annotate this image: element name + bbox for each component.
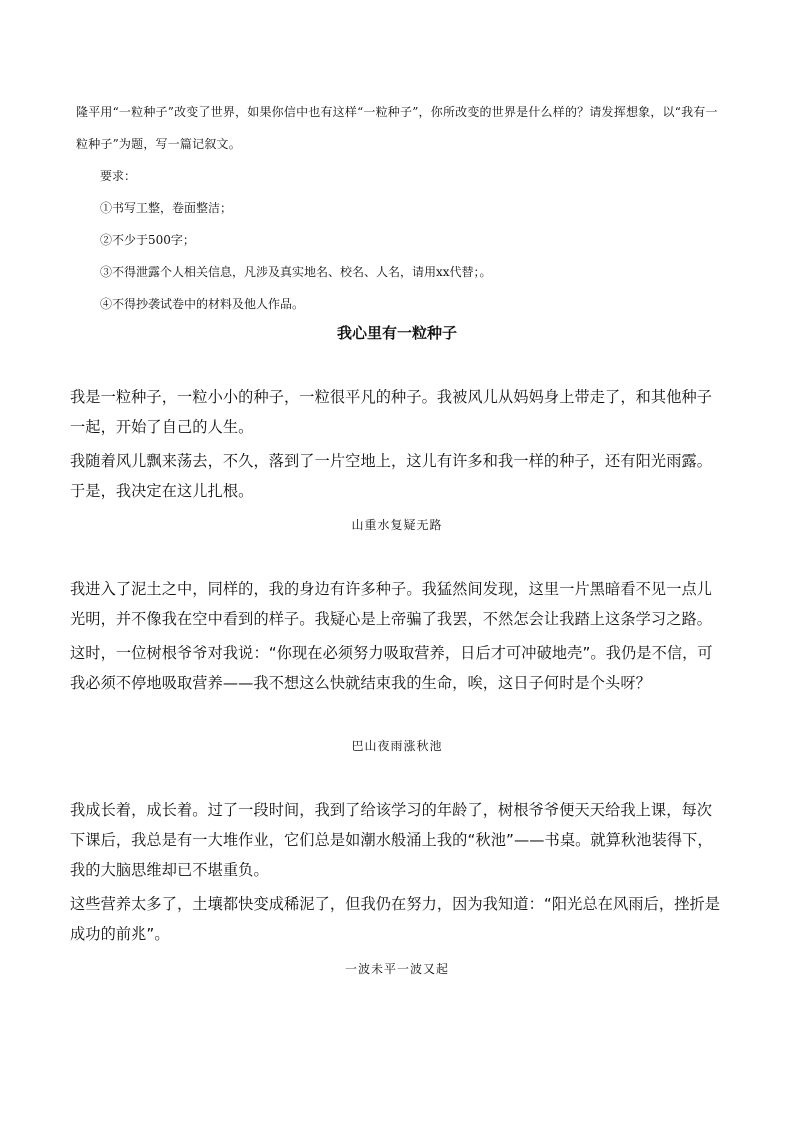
essay-paragraph: 这时，一位树根爷爷对我说：“你现在必须努力吸取营养，日后才可冲破地壳”。我仍是不信，可我必须不停地吸取营养——我不想这么快就结束我的生命，唉，这日子何时是个头呀？ [70, 644, 713, 692]
section-subheading: 山重水复疑无路 [351, 518, 443, 532]
essay-paragraph: 我进入了泥土之中，同样的，我的身边有许多种子。我猛然间发现，这里一片黑暗看不见一点儿光明，并不像我在空中看到的样子。我疑心是上帝骗了我罢，不然怎会让我踏上这条学习之路。 [70, 580, 713, 628]
prompt-intro: 隆平用“一粒种子”改变了世界，如果你信中也有这样“一粒种子”，你所改变的世界是什么样的？请发挥想象，以“我有一粒种子”为题，写一篇记叙文。 [76, 105, 718, 151]
essay-paragraph: 我随着风儿飘来荡去，不久，落到了一片空地上，这儿有许多和我一样的种子，还有阳光雨露。于是，我决定在这儿扎根。 [70, 452, 713, 500]
essay-paragraph: 我成长着，成长着。过了一段时间，我到了给该学习的年龄了，树根爷爷便天天给我上课，每次下课后，我总是有一大堆作业，它们总是如潮水般涌上我的“秋池”——书桌。就算秋池装得下，我的大脑思维却已不堪重负。 [70, 801, 713, 879]
essay-title: 我心里有一粒种子 [336, 324, 457, 342]
requirements-label: 要求： [100, 169, 137, 183]
essay-paragraph: 我是一粒种子，一粒小小的种子，一粒很平凡的种子。我被风儿从妈妈身上带走了，和其他种子一起，开始了自己的人生。 [70, 388, 713, 436]
section-subheading: 一波未平一波又起 [344, 962, 449, 976]
section-subheading: 巴山夜雨涨秋池 [351, 739, 443, 753]
requirement-item: ①书写工整，卷面整洁； [100, 201, 233, 215]
essay-paragraph: 这些营养太多了，土壤都快变成稀泥了，但我仍在努力，因为我知道：“阳光总在风雨后，挫折是成功的前兆”。 [70, 895, 721, 943]
requirement-item: ④不得抄袭试卷中的材料及他人作品。 [100, 297, 305, 311]
requirement-item: ③不得泄露个人相关信息，凡涉及真实地名、校名、人名，请用xx代替；。 [100, 265, 492, 279]
requirement-item: ②不少于500字； [100, 233, 195, 247]
